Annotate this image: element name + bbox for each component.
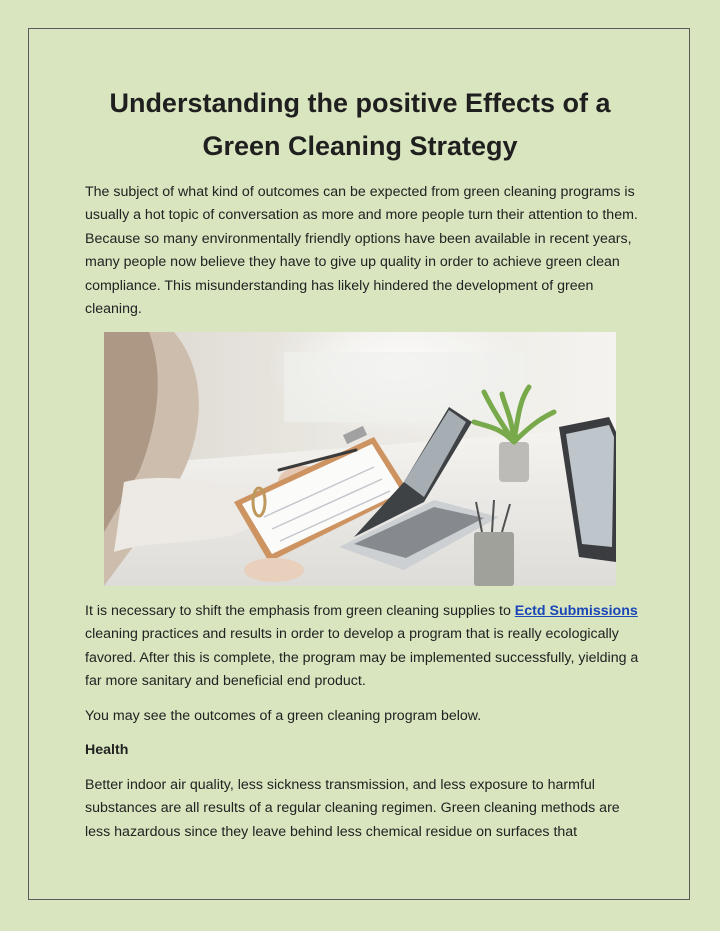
paragraph-ectd — [85, 600, 647, 694]
office-photo — [104, 332, 616, 586]
ectd-submissions-link[interactable]: Ectd Submissions — [514, 603, 638, 619]
paragraph-ectd-text-after: cleaning practices and results in order to develop a program that is really ecologically favored. After this is complete, the program may be implemented successfully, yielding a far more sanitary and beneficial end product. — [85, 626, 639, 690]
health-paragraph: Better indoor air quality, less sickness transmission, and less exposure to harmful substances are all results of a regular cleaning regimen. Green cleaning methods are less hazardous since they leave behind less chemical residue on surfaces that — [85, 777, 620, 840]
title-line-1: Understanding the positive Effects of a — [109, 88, 611, 118]
paragraph-ectd-text-before: It is necessary to shift the emphasis from green cleaning supplies to — [85, 603, 515, 619]
outcomes-intro-paragraph: You may see the outcomes of a green cleaning program below. — [85, 708, 482, 724]
title-line-2: Green Cleaning Strategy — [202, 131, 518, 161]
document-title — [60, 82, 660, 168]
intro-paragraph: The subject of what kind of outcomes can be expected from green cleaning programs is usually a hot topic of conversation as more and more people turn their attention to them. Because so many environmentally friendly options have been available in recent years, many people now believe they have to give up quality in order to achieve green clean compliance. This misunderstanding has likely hindered the development of green cleaning. — [85, 184, 638, 318]
section-heading-health: Health — [85, 742, 129, 758]
